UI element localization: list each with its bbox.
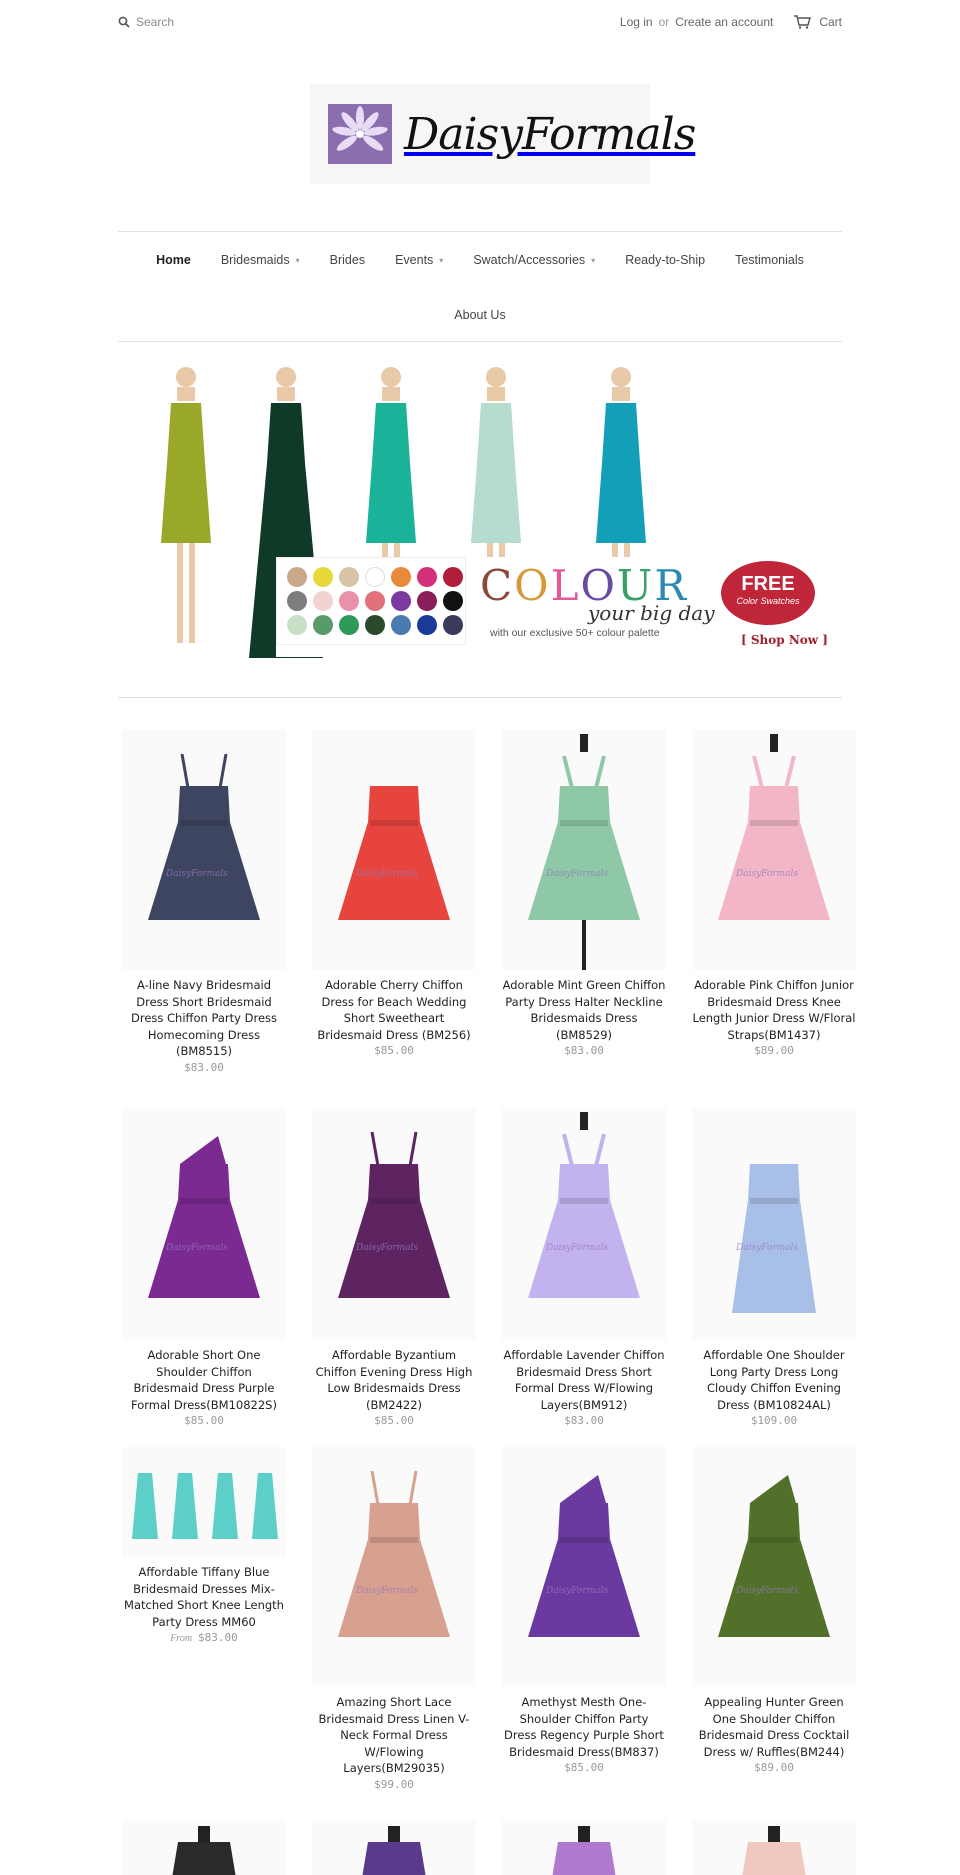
colour-swatch [391,567,411,587]
nav-item-label: Swatch/Accessories [473,253,586,267]
watermark-text: DaisyFormals [356,1243,419,1253]
dress-image [312,730,476,970]
logo-text: DaisyFormals [404,108,696,160]
colour-letter: L [550,561,581,610]
colour-swatch [287,591,307,611]
colour-swatch [313,567,333,587]
nav-row-2 [118,288,842,342]
price-value: $83.00 [564,1414,604,1427]
dress-image [312,1108,476,1340]
price-value: $99.00 [374,1777,414,1791]
chevron-down-icon: ▾ [439,255,444,265]
colour-swatch [287,567,307,587]
watermark-text: DaisyFormals [166,1243,229,1253]
price-value: $85.00 [374,1044,414,1057]
watermark-text: DaisyFormals [736,869,799,879]
nav-item-testimonials[interactable] [735,253,804,267]
cart-icon [793,15,811,29]
nav-item-label: Bridesmaids [220,253,290,267]
nav-item-ready-to-ship[interactable] [625,253,705,267]
price-value: $85.00 [374,1414,414,1427]
free-sub-label: Color Swatches [736,596,800,606]
product-price [502,1414,666,1427]
product-title[interactable]: Affordable One Shoulder Long Party Dress Long Cloudy Chiffon Evening Dress (BM10824AL) [703,1348,845,1412]
colour-swatch [339,567,359,587]
product-title[interactable]: A-line Navy Bridesmaid Dress Short Bridesmaid Dress Chiffon Party Dress Homecoming Dress (BM8515) [130,978,277,1058]
dress-image [692,1820,856,1875]
dress-image [692,730,856,970]
colour-swatch [391,615,411,635]
cart-label: Cart [819,15,842,29]
free-swatches-badge [721,561,815,625]
colour-swatch [417,591,437,611]
colour-swatch [287,615,307,635]
nav-item-label: Ready-to-Ship [625,253,706,267]
product-price [692,1044,856,1057]
price-value: $89.00 [754,1761,794,1774]
colour-promo [276,557,841,657]
product-title[interactable]: Affordable Lavender Chiffon Bridesmaid Dress Short Formal Dress W/Flowing Layers(BM912) [503,1348,665,1412]
hero-model-1 [141,363,231,663]
free-label: FREE [741,573,795,595]
or-text: or [658,15,670,29]
chevron-down-icon: ▾ [591,255,596,265]
product-image[interactable] [692,1447,856,1687]
nav-item-label: Testimonials [735,253,804,267]
nav-item-label: Brides [329,253,366,267]
price-value: $85.00 [184,1414,224,1427]
watermark-text: DaisyFormals [546,1586,609,1596]
product-card[interactable] [502,1820,666,1875]
product-image[interactable] [312,1447,476,1687]
watermark-text: DaisyFormals [546,869,609,879]
colour-swatch [365,615,385,635]
colour-swatch-grid [276,557,466,645]
price-value: $83.00 [198,1631,238,1644]
product-price [692,1761,856,1774]
product-image[interactable] [312,1108,476,1340]
nav-item-events[interactable] [395,253,443,267]
product-card[interactable] [122,1820,286,1875]
dress-image [502,1820,666,1875]
colour-swatch [391,591,411,611]
nav-item-bridesmaids[interactable] [221,253,300,267]
nav-item-label: Home [156,253,191,267]
dress-image [122,1820,286,1875]
product-image[interactable] [312,1820,476,1875]
product-card[interactable] [692,1447,856,1774]
search-form[interactable] [118,15,256,29]
dress-image [312,1447,476,1687]
account-links [620,15,842,29]
site-logo[interactable] [310,84,696,184]
watermark-text: DaisyFormals [546,1243,609,1253]
product-card[interactable] [312,1108,476,1427]
colour-swatch [443,591,463,611]
product-card[interactable] [502,1108,666,1427]
product-image[interactable] [122,1108,286,1340]
product-image[interactable] [122,1447,286,1557]
colour-swatch [339,591,359,611]
shop-now-link[interactable]: [ Shop Now ] [741,633,828,647]
main-nav [118,231,842,342]
watermark-text: DaisyFormals [166,869,229,879]
product-title[interactable]: Adorable Short One Shoulder Chiffon Bridesmaid Dress Purple Formal Dress(BM10822S) [131,1348,277,1412]
product-card[interactable] [502,730,666,1057]
product-title[interactable]: Adorable Cherry Chiffon Dress for Beach Wedding Short Sweetheart Bridesmaid Dress (BM256) [317,978,471,1042]
price-from-label: From [170,1633,193,1644]
colour-swatch [313,591,333,611]
search-icon[interactable] [118,16,130,28]
nav-item-about-us[interactable] [454,308,505,322]
dress-image [312,1820,476,1875]
nav-item-swatch-accessories[interactable] [473,253,595,267]
product-price [312,1044,476,1057]
colour-swatch [417,567,437,587]
login-link[interactable]: Log in [619,15,653,29]
dress-image [122,1108,286,1340]
nav-item-brides[interactable] [330,253,365,267]
product-image[interactable] [502,1447,666,1687]
product-price [502,1044,666,1057]
dress-image [502,1447,666,1687]
colour-swatch [443,567,463,587]
colour-swatch [443,615,463,635]
dress-image [692,1108,856,1340]
product-price [692,1414,856,1427]
hero-banner[interactable] [131,363,841,663]
product-card[interactable] [312,730,476,1057]
section-divider [118,697,842,698]
product-image[interactable] [502,730,666,970]
colour-letter: U [616,561,655,610]
palette-text: with our exclusive 50+ colour palette [490,627,660,639]
colour-swatch [417,615,437,635]
dress-image [122,1447,286,1557]
product-card[interactable] [122,1108,286,1427]
colour-swatch [313,615,333,635]
price-value: $83.00 [564,1044,604,1057]
nav-item-label: Events [395,253,434,267]
watermark-text: DaisyFormals [356,869,419,879]
product-image[interactable] [692,1820,856,1875]
product-title[interactable]: Adorable Mint Green Chiffon Party Dress Halter Neckline Bridesmaids Dress (BM8529) [502,978,666,1042]
product-price [122,1631,286,1644]
price-value: $83.00 [184,1060,224,1074]
product-card[interactable] [312,1447,476,1791]
product-price [502,1761,666,1774]
top-bar [118,0,842,44]
product-card[interactable] [692,730,856,1057]
colour-letter: O [580,561,617,610]
product-image[interactable] [692,1108,856,1340]
product-price [312,1414,476,1427]
product-title[interactable]: Affordable Byzantium Chiffon Evening Dress High Low Bridesmaids Dress (BM2422) [315,1348,473,1412]
product-card[interactable] [122,730,286,1074]
dress-image [502,1108,666,1340]
create-account-link[interactable]: Create an account [675,15,774,29]
price-value: $89.00 [754,1044,794,1057]
product-card[interactable] [502,1447,666,1774]
nav-row-1 [118,232,842,288]
product-image[interactable] [122,1820,286,1875]
tagline: your big day [588,601,715,625]
search-input[interactable] [136,15,256,29]
colour-swatch [365,591,385,611]
product-title[interactable]: Affordable Tiffany Blue Bridesmaid Dresses Mix-Matched Short Knee Length Party Dress MM60 [124,1565,284,1629]
product-image[interactable] [502,1108,666,1340]
product-card[interactable] [122,1447,286,1644]
product-price [312,1778,476,1791]
product-card[interactable] [312,1820,476,1875]
product-price [122,1414,286,1427]
chevron-down-icon: ▾ [295,255,300,265]
dress-image [692,1447,856,1687]
colour-swatch [365,567,385,587]
nav-item-home[interactable] [156,253,191,267]
dress-image [122,730,286,970]
price-value: $109.00 [750,1414,798,1427]
price-value: $85.00 [564,1761,604,1774]
dress-image [502,730,666,970]
watermark-text: DaisyFormals [736,1586,799,1596]
product-title[interactable]: Amazing Short Lace Bridesmaid Dress Linen V-Neck Formal Dress W/Flowing Layers(BM29035) [318,1695,470,1775]
colour-letter: O [514,561,551,610]
colour-letter: R [654,561,688,610]
product-title[interactable]: Adorable Pink Chiffon Junior Bridesmaid Dress Knee Length Junior Dress W/Floral Straps(BM1437) [692,978,856,1042]
product-image[interactable] [692,730,856,970]
product-title[interactable]: Amethyst Mesth One-Shoulder Chiffon Party Dress Regency Purple Short Bridesmaid Dress(BM837) [504,1695,664,1759]
product-price [122,1061,286,1074]
product-title[interactable]: Appealing Hunter Green One Shoulder Chiffon Bridesmaid Dress Cocktail Dress w/ Ruffles(BM244) [698,1695,850,1759]
colour-letter: C [480,561,515,610]
product-image[interactable] [312,730,476,970]
product-card[interactable] [692,1820,856,1875]
cart-link[interactable] [793,15,842,29]
product-image[interactable] [122,730,286,970]
watermark-text: DaisyFormals [736,1243,799,1253]
product-card[interactable] [692,1108,856,1427]
colour-swatch [339,615,359,635]
product-image[interactable] [502,1820,666,1875]
daisy-logo-icon [328,104,392,164]
nav-item-label: About Us [454,308,506,322]
watermark-text: DaisyFormals [356,1586,419,1596]
